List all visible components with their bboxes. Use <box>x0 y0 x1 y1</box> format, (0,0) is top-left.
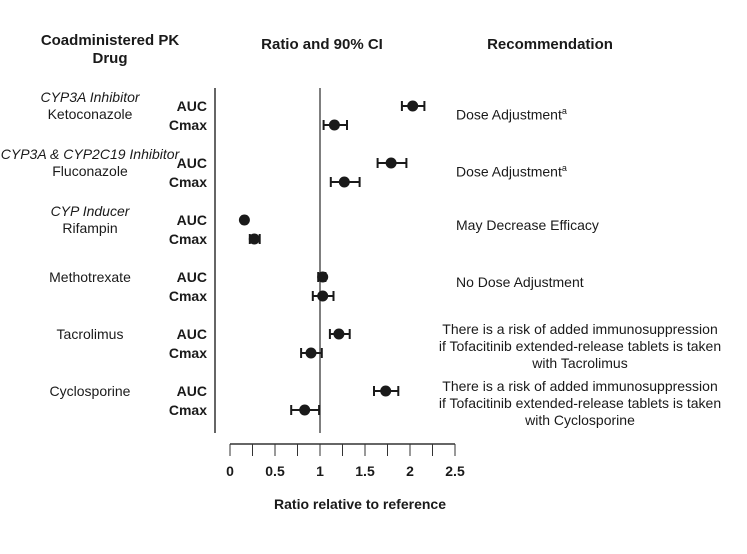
drug-name-label: Fluconazole <box>52 163 128 179</box>
drug-class-label: CYP Inducer <box>50 203 130 219</box>
x-tick-label: 1.5 <box>355 463 375 479</box>
ratio-point <box>407 101 418 112</box>
metric-label: AUC <box>176 155 207 171</box>
recommendation-label: No Dose Adjustment <box>456 274 584 290</box>
metric-label: Cmax <box>168 117 207 133</box>
ratio-point <box>249 234 260 245</box>
ratio-point <box>317 272 328 283</box>
recommendation-footnote-marker: a <box>561 163 567 173</box>
drug-class-label: CYP3A & CYP2C19 Inhibitor <box>0 146 180 162</box>
drug-name-label: Tacrolimus <box>56 326 124 342</box>
metric-label: AUC <box>176 269 207 285</box>
drug-header-line2: Drug <box>92 50 128 67</box>
x-tick-label: 2 <box>406 463 414 479</box>
drug-header-line1: Coadministered PK <box>40 32 180 49</box>
metric-label: Cmax <box>168 174 207 190</box>
x-tick-label: 0 <box>226 463 234 479</box>
recommendation-label: May Decrease Efficacy <box>456 217 599 233</box>
metric-label: AUC <box>176 383 207 399</box>
drug-name-label: Methotrexate <box>49 269 131 285</box>
metric-label: Cmax <box>168 288 207 304</box>
ratio-column-header: Ratio and 90% CI <box>261 36 383 53</box>
recommendation-line: There is a risk of added immunosuppression <box>442 378 718 394</box>
recommendation-line: There is a risk of added immunosuppression <box>442 321 718 337</box>
ratio-point <box>329 120 340 131</box>
ratio-point <box>317 291 328 302</box>
drug-name-label: Ketoconazole <box>47 106 133 122</box>
x-tick-label: 2.5 <box>445 463 465 479</box>
recommendation-line: with Tacrolimus <box>532 355 628 371</box>
ratio-point <box>299 405 310 416</box>
recommendation-column-header: Recommendation <box>487 36 613 53</box>
ratio-point <box>386 158 397 169</box>
x-axis-label: Ratio relative to reference <box>274 496 446 512</box>
ratio-point <box>306 348 317 359</box>
recommendation-label: Dose Adjustment <box>456 163 562 180</box>
metric-label: AUC <box>176 98 207 114</box>
x-tick-label: 1 <box>316 463 324 479</box>
x-tick-label: 0.5 <box>265 463 285 479</box>
metric-label: AUC <box>176 326 207 342</box>
drug-name-label: Cyclosporine <box>49 383 131 399</box>
drug-class-label: CYP3A Inhibitor <box>40 89 140 105</box>
ratio-point <box>333 329 344 340</box>
recommendation-footnote-marker: a <box>561 106 567 116</box>
metric-label: Cmax <box>168 345 207 361</box>
ratio-point <box>339 177 350 188</box>
ratio-point <box>239 215 250 226</box>
recommendation-line: if Tofacitinib extended-release tablets is taken <box>438 338 722 354</box>
recommendation-line: if Tofacitinib extended-release tablets is taken <box>438 395 722 411</box>
recommendation-line: with Cyclosporine <box>525 412 635 428</box>
metric-label: Cmax <box>168 402 207 418</box>
drug-name-label: Rifampin <box>62 220 118 236</box>
ratio-point <box>380 386 391 397</box>
metric-label: AUC <box>176 212 207 228</box>
recommendation-label: Dose Adjustment <box>456 106 562 123</box>
metric-label: Cmax <box>168 231 207 247</box>
